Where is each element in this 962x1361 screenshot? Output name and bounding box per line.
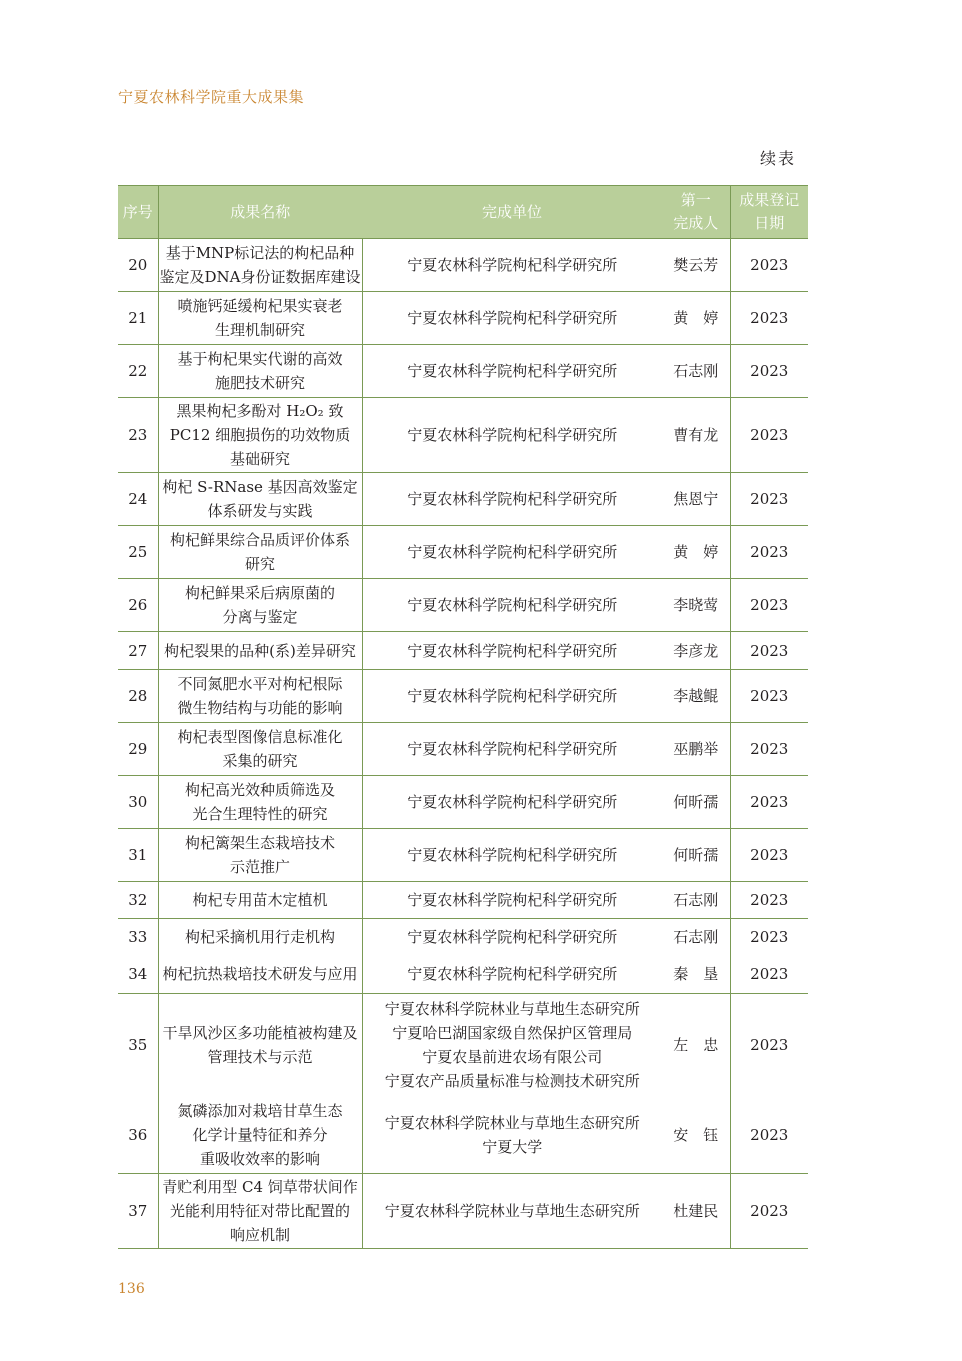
text-line: 宁夏哈巴湖国家级自然保护区管理局 [392,1024,633,1043]
cell-name [158,956,362,994]
cell-name [158,526,362,579]
cell-date: 2023 [730,632,808,670]
cell-no: 20 [118,239,158,292]
cell-person: 黄 婷 [662,526,730,579]
text-line: 管理技术与示范 [207,1048,313,1067]
cell-unit [362,579,662,632]
cell-person: 李越鲲 [662,670,730,723]
cell-unit [362,670,662,723]
cell-no: 33 [118,919,158,956]
cell-person: 何昕孺 [662,829,730,882]
text-line: 宁夏农林科学院枸杞科学研究所 [407,846,618,864]
text-line: 枸杞专用苗木定植机 [192,891,328,909]
table-row [118,632,808,670]
text-line: 喷施钙延缓枸杞果实衰老 [177,297,343,315]
text-line: 施肥技术研究 [214,374,305,392]
text-line: PC12 细胞损伤的功效物质 [169,426,351,444]
text-line: 宁夏农林科学院枸杞科学研究所 [407,543,618,561]
text-line: 宁夏农林科学院枸杞科学研究所 [407,687,618,705]
text-line: 宁夏农林科学院枸杞科学研究所 [407,256,618,274]
text-line: 宁夏农林科学院枸杞科学研究所 [407,641,618,660]
text-line: 氮磷添加对栽培甘草生态 [177,1101,343,1120]
header-no [118,186,158,239]
text-line: 成果登记 [739,191,800,209]
cell-no: 29 [118,723,158,776]
text-line: 青贮利用型 C4 饲草带状间作 [162,1178,358,1196]
cell-unit [362,1097,662,1174]
text-line: 枸杞篱架生态栽培技术 [184,834,335,852]
text-line: 宁夏农林科学院枸杞科学研究所 [407,309,618,327]
cell-unit [362,723,662,776]
cell-no: 27 [118,632,158,670]
cell-date: 2023 [730,1097,808,1174]
cell-date: 2023 [730,239,808,292]
cell-person: 石志刚 [673,928,719,947]
table-row [118,1174,808,1249]
cell-date: 2023 [730,292,808,345]
cell-person: 黄 婷 [662,292,730,345]
cell-unit [362,956,662,994]
cell-unit [362,292,662,345]
cell-no: 26 [118,579,158,632]
cell-name [158,829,362,882]
text-line: 重吸收效率的影响 [199,1149,320,1168]
cell-date: 2023 [730,579,808,632]
text-line: 化学计量特征和养分 [192,1125,328,1144]
cell-name [158,345,362,398]
cell-no: 34 [118,956,158,994]
cell-no: 30 [118,776,158,829]
cell-unit [362,994,662,1097]
cell-person: 李晓莺 [662,579,730,632]
cell-no: 31 [118,829,158,882]
cell-no: 23 [118,398,158,473]
cell-person: 曹有龙 [662,398,730,473]
text-line: 生理机制研究 [214,321,305,339]
cell-date: 2023 [730,473,808,526]
cell-no: 32 [118,882,158,919]
cell-unit [362,345,662,398]
cell-name [158,882,362,919]
text-line: 宁夏农林科学院林业与草地生态研究所 [384,1202,640,1220]
text-line: 基于MNP标记法的枸杞品种 [165,244,355,262]
table-row [118,723,808,776]
text-line: 宁夏农垦前进农场有限公司 [422,1048,603,1067]
cell-name [158,1174,362,1249]
text-line: 宁夏农林科学院枸杞科学研究所 [407,891,618,909]
text-line: 示范推广 [229,858,290,876]
cell-person: 巫鹏举 [662,723,730,776]
cell-date: 2023 [730,829,808,882]
cell-unit [362,882,662,919]
text-line: 成果名称 [230,202,291,221]
text-line: 不同氮肥水平对枸杞根际 [177,675,343,693]
cell-date: 2023 [730,526,808,579]
table-row [118,776,808,829]
cell-date: 2023 [730,994,808,1097]
cell-name [158,398,362,473]
table-row [118,919,808,956]
cell-person: 石志刚 [662,345,730,398]
cell-no: 25 [118,526,158,579]
cell-date: 2023 [730,956,808,994]
text-line: 黑果枸杞多酚对 H₂O₂ 致 [176,402,344,420]
table-row [118,345,808,398]
text-line: 枸杞高光效种质筛选及 [184,781,335,799]
text-line: 宁夏农林科学院林业与草地生态研究所 [384,1000,640,1019]
text-line: 宁夏农林科学院枸杞科学研究所 [407,793,618,811]
cell-person: 安 钰 [662,1097,730,1174]
cell-date: 2023 [730,670,808,723]
text-line: 宁夏大学 [482,1137,543,1156]
text-line: 采集的研究 [222,752,298,770]
cell-name [158,632,362,670]
header-date [730,186,808,239]
table-row [118,526,808,579]
cell-date: 2023 [730,398,808,473]
table-row [118,882,808,919]
text-line: 基础研究 [229,450,290,468]
cell-person: 石志刚 [662,882,730,919]
text-line: 宁夏农林科学院枸杞科学研究所 [407,596,618,614]
cell-name [158,579,362,632]
text-line: 第一 [680,191,711,209]
table-header-row [118,186,808,239]
cell-unit [362,526,662,579]
text-line: 基于枸杞果实代谢的高效 [177,350,343,368]
cell-no: 22 [118,345,158,398]
header-name [158,186,362,239]
cell-date: 2023 [730,1174,808,1249]
text-line: 宁夏农林科学院枸杞科学研究所 [407,928,618,947]
cell-date: 2023 [730,723,808,776]
cell-name [158,723,362,776]
table-row [118,994,808,1097]
cell-name [158,994,362,1097]
text-line: 响应机制 [229,1226,290,1244]
cell-name [158,1097,362,1174]
text-line: 微生物结构与功能的影响 [177,699,343,717]
cell-date: 2023 [730,345,808,398]
cell-person: 左 忠 [673,1036,719,1055]
text-line: 枸杞鲜果采后病原菌的 [184,584,335,602]
text-line: 宁夏农林科学院枸杞科学研究所 [407,426,618,444]
text-line: 枸杞鲜果综合品质评价体系 [169,531,350,549]
table-row [118,829,808,882]
cell-unit [362,776,662,829]
cell-unit [362,632,662,670]
cell-date: 2023 [730,919,808,956]
text-line: 研究 [244,555,275,573]
table-row [118,956,808,994]
text-line: 干旱风沙区多功能植被构建及 [162,1024,358,1043]
cell-no: 28 [118,670,158,723]
header-person [662,186,730,239]
cell-person: 何昕孺 [662,776,730,829]
cell-no: 24 [118,473,158,526]
cell-unit [362,829,662,882]
table-row [118,1097,808,1174]
continued-label: 续表 [760,149,797,168]
cell-unit [362,1174,662,1249]
text-line: 枸杞裂果的品种(系)差异研究 [164,641,356,660]
table-row [118,473,808,526]
cell-name [158,239,362,292]
page-number: 136 [118,1281,145,1297]
cell-no: 35 [118,994,158,1097]
text-line: 宁夏农林科学院枸杞科学研究所 [407,362,618,380]
cell-person: 焦恩宁 [662,473,730,526]
text-line: 枸杞抗热栽培技术研发与应用 [162,965,358,984]
text-line: 序号 [122,202,153,221]
cell-no: 36 [118,1097,158,1174]
header-unit [362,186,662,239]
text-line: 宁夏农林科学院枸杞科学研究所 [407,740,618,758]
cell-person: 李彦龙 [662,632,730,670]
text-line: 宁夏农产品质量标准与检测技术研究所 [384,1072,640,1091]
cell-person: 樊云芳 [662,239,730,292]
text-line: 宁夏农林科学院枸杞科学研究所 [407,965,618,984]
table-row [118,398,808,473]
cell-person: 秦 垦 [662,956,730,994]
cell-unit [362,398,662,473]
table-row [118,579,808,632]
text-line: 日期 [754,214,785,232]
text-line: 宁夏农林科学院林业与草地生态研究所 [384,1113,640,1132]
cell-no: 21 [118,292,158,345]
text-line: 完成人 [673,214,719,232]
cell-name [158,670,362,723]
cell-name [158,292,362,345]
table-row [118,292,808,345]
cell-name [158,776,362,829]
running-head: 宁夏农林科学院重大成果集 [118,88,305,106]
text-line: 鉴定及DNA身份证数据库建设 [159,268,361,286]
table-body [118,239,808,1249]
cell-person: 杜建民 [662,1174,730,1249]
text-line: 光合生理特性的研究 [192,805,328,823]
text-line: 完成单位 [481,202,542,221]
cell-name [158,473,362,526]
table-row [118,670,808,723]
results-table [118,185,808,1249]
cell-unit [362,239,662,292]
text-line: 枸杞 S-RNase 基因高效鉴定 [162,478,358,496]
cell-name [158,919,362,956]
text-line: 枸杞采摘机用行走机构 [184,928,335,947]
text-line: 光能利用特征对带比配置的 [169,1202,350,1220]
text-line: 体系研发与实践 [207,502,313,520]
text-line: 分离与鉴定 [222,608,298,626]
text-line: 枸杞表型图像信息标准化 [177,728,343,746]
cell-unit [362,919,662,956]
cell-date: 2023 [730,882,808,919]
cell-date: 2023 [730,776,808,829]
cell-no: 37 [118,1174,158,1249]
cell-unit [362,473,662,526]
text-line: 宁夏农林科学院枸杞科学研究所 [407,490,618,508]
table-row [118,239,808,292]
